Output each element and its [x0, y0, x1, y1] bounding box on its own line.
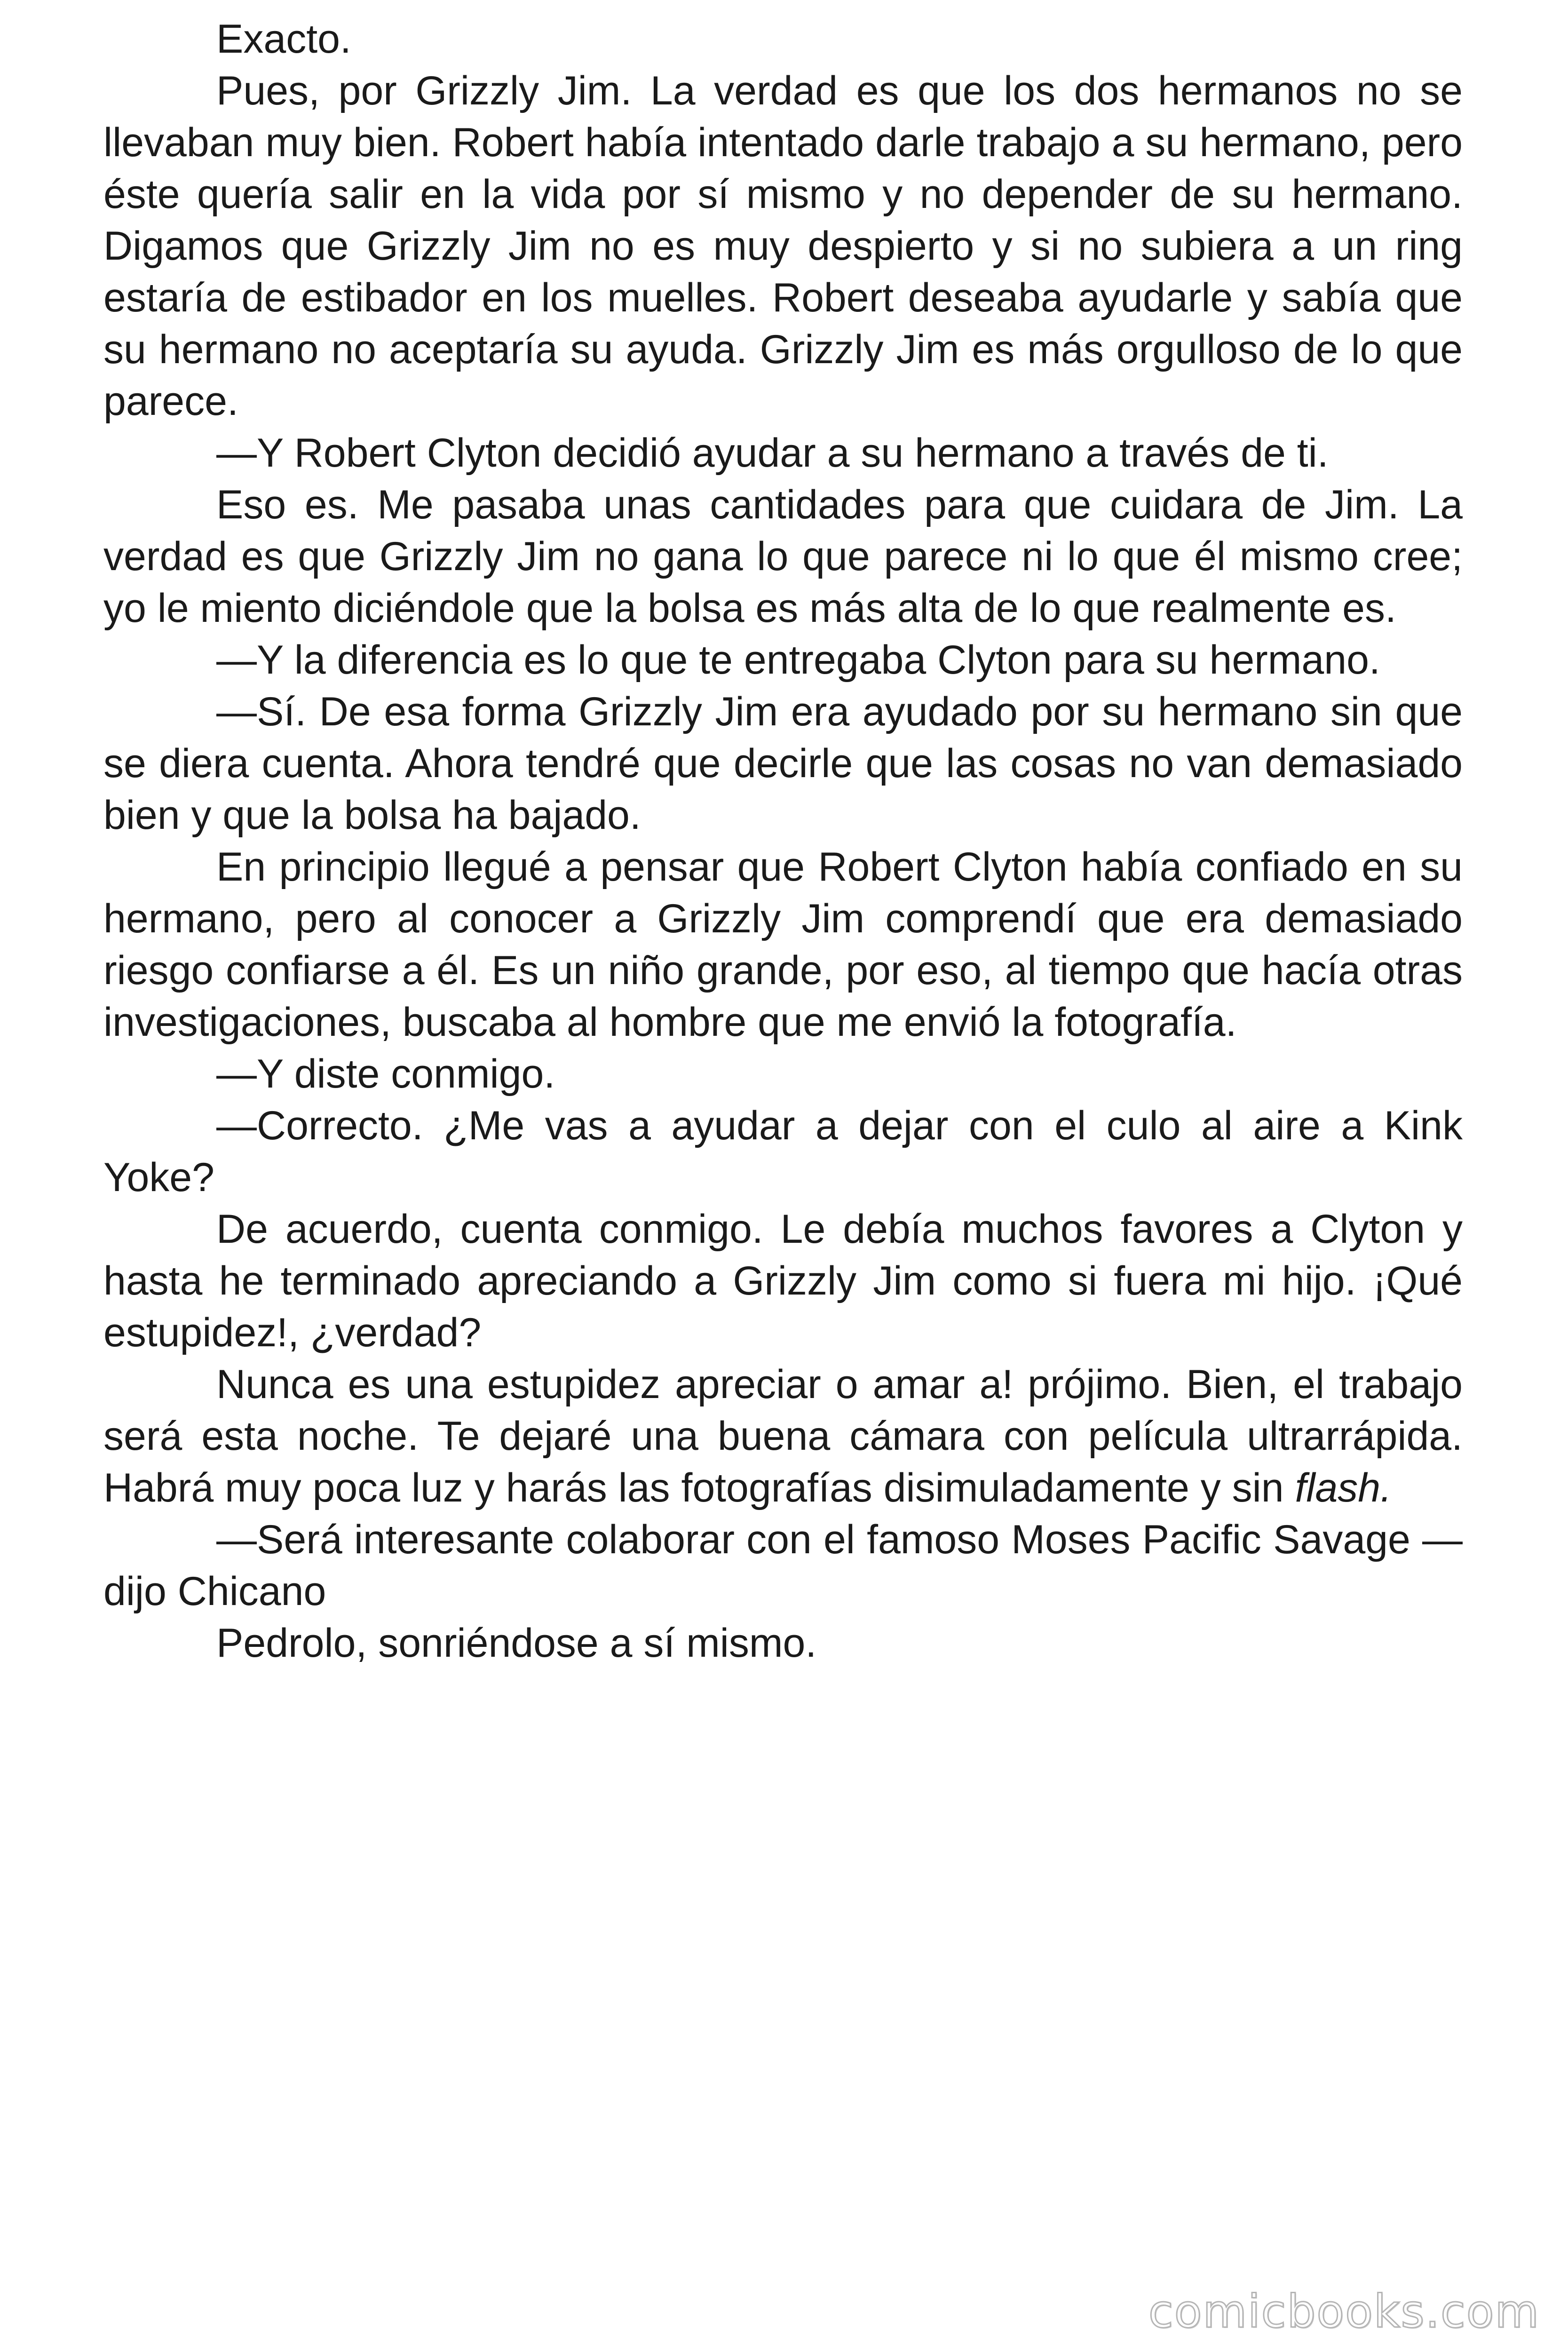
paragraph-text: Nunca es una estupidez apreciar o amar a! prójimo. Bien, el trabajo será esta noche. Te dejaré una buena cámara con película ultrarrápida. Habrá muy poca luz y harás las fotografías disimuladamente y sin [103, 1362, 1463, 1510]
paragraph: De acuerdo, cuenta conmigo. Le debía muchos favores a Clyton y hasta he terminado apreciando a Grizzly Jim como si fuera mi hijo. ¡Qué estupidez!, ¿verdad? [103, 1207, 1463, 1355]
paragraph: Exacto. [216, 16, 351, 62]
paragraph: —Y Robert Clyton decidió ayudar a su hermano a través de ti. [216, 430, 1329, 476]
paragraph: Eso es. Me pasaba unas cantidades para que cuidara de Jim. La verdad es que Grizzly Jim no gana lo que parece ni lo que él mismo cree; yo le miento diciéndole que la bolsa es más alta de lo que realmente es. [103, 482, 1463, 631]
paragraph: —Será interesante colaborar con el famoso Moses Pacific Savage —dijo Chicano [103, 1517, 1463, 1614]
paragraph [103, 1359, 1463, 1514]
paragraph: Pedrolo, sonriéndose a sí mismo. [216, 1621, 817, 1666]
paragraph: —Y diste conmigo. [216, 1051, 555, 1097]
watermark: comicbooks.com [1148, 2285, 1540, 2338]
paragraph: Pues, por Grizzly Jim. La verdad es que los dos hermanos no se llevaban muy bien. Robert había intentado darle trabajo a su hermano, pero éste quería salir en la vida por sí mismo y no depender de su hermano. Digamos que Grizzly Jim no es muy despierto y si no subiera a un ring estaría de estibador en los muelles. Robert deseaba ayudarle y sabía que su hermano no aceptaría su ayuda. Grizzly Jim es más orgulloso de lo que parece. [103, 68, 1463, 424]
paragraph: —Y la diferencia es lo que te entregaba Clyton para su hermano. [216, 637, 1380, 683]
paragraph: En principio llegué a pensar que Robert Clyton había confiado en su hermano, pero al conocer a Grizzly Jim comprendí que era demasiado riesgo confiarse a él. Es un niño grande, por eso, al tiempo que hacía otras investigaciones, buscaba al hombre que me envió la fotografía. [103, 844, 1463, 1045]
paragraph: —Sí. De esa forma Grizzly Jim era ayudado por su hermano sin que se diera cuenta. Ahora tendré que decirle que las cosas no van demasiado bien y que la bolsa ha bajado. [103, 689, 1463, 838]
paragraph: —Correcto. ¿Me vas a ayudar a dejar con el culo al aire a Kink Yoke? [103, 1103, 1463, 1200]
body-text [103, 13, 1463, 1669]
italic-word: flash. [1295, 1465, 1392, 1510]
